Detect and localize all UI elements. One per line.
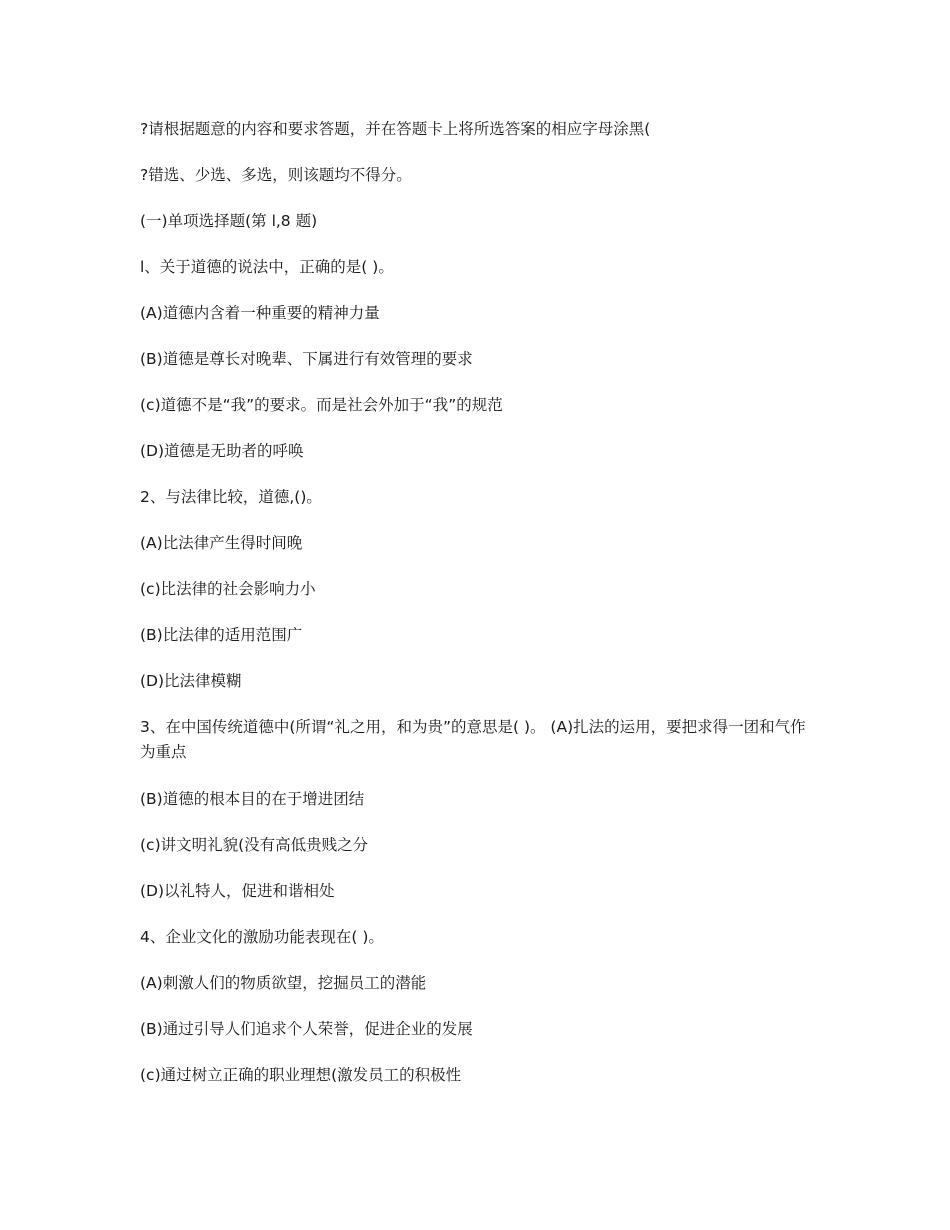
question-1-option-a: (A)道德内含着一种重要的精神力量 — [140, 304, 380, 322]
question-4-option-b: (B)通过引导人们追求个人荣誉，促进企业的发展 — [140, 1020, 473, 1038]
question-3-option-d: (D)以礼特人，促进和谐相处 — [140, 882, 335, 900]
question-3: 3、在中国传统道德中(所谓“礼之用，和为贵”的意思是( )。 (A)扎法的运用，要把求得一团和气作为重点 — [140, 718, 806, 761]
question-4: 4、企业文化的激励功能表现在( )。 — [140, 928, 384, 946]
question-1-option-c: (c)道德不是“我”的要求。而是社会外加于“我”的规范 — [140, 396, 503, 414]
question-1: l、关于道德的说法中，正确的是( )。 — [140, 258, 394, 276]
question-4-option-a: (A)刺激人们的物质欲望，挖掘员工的潜能 — [140, 974, 427, 992]
question-4-option-c: (c)通过树立正确的职业理想(激发员工的积极性 — [140, 1066, 462, 1084]
section-heading: (一)单项选择题(第 l,8 题) — [140, 212, 318, 230]
instruction-line-1: ?请根据题意的内容和要求答题，并在答题卡上将所选答案的相应字母涂黑( — [140, 120, 651, 138]
question-2-option-b: (B)比法律的适用范围广 — [140, 626, 303, 644]
question-2-option-a: (A)比法律产生得时间晚 — [140, 534, 303, 552]
question-1-option-d: (D)道德是无助者的呼唤 — [140, 442, 304, 460]
question-3-option-b: (B)道德的根本目的在于增进团结 — [140, 790, 365, 808]
question-2-option-c: (c)比法律的社会影响力小 — [140, 580, 316, 598]
question-1-option-b: (B)道德是尊长对晚辈、下属进行有效管理的要求 — [140, 350, 473, 368]
instruction-line-2: ?错选、少选、多选，则该题均不得分。 — [140, 166, 412, 184]
question-3-option-c: (c)讲文明礼貌(没有高低贵贱之分 — [140, 836, 369, 854]
question-2: 2、与法律比较，道德,()。 — [140, 488, 322, 506]
question-2-option-d: (D)比法律模糊 — [140, 672, 242, 690]
